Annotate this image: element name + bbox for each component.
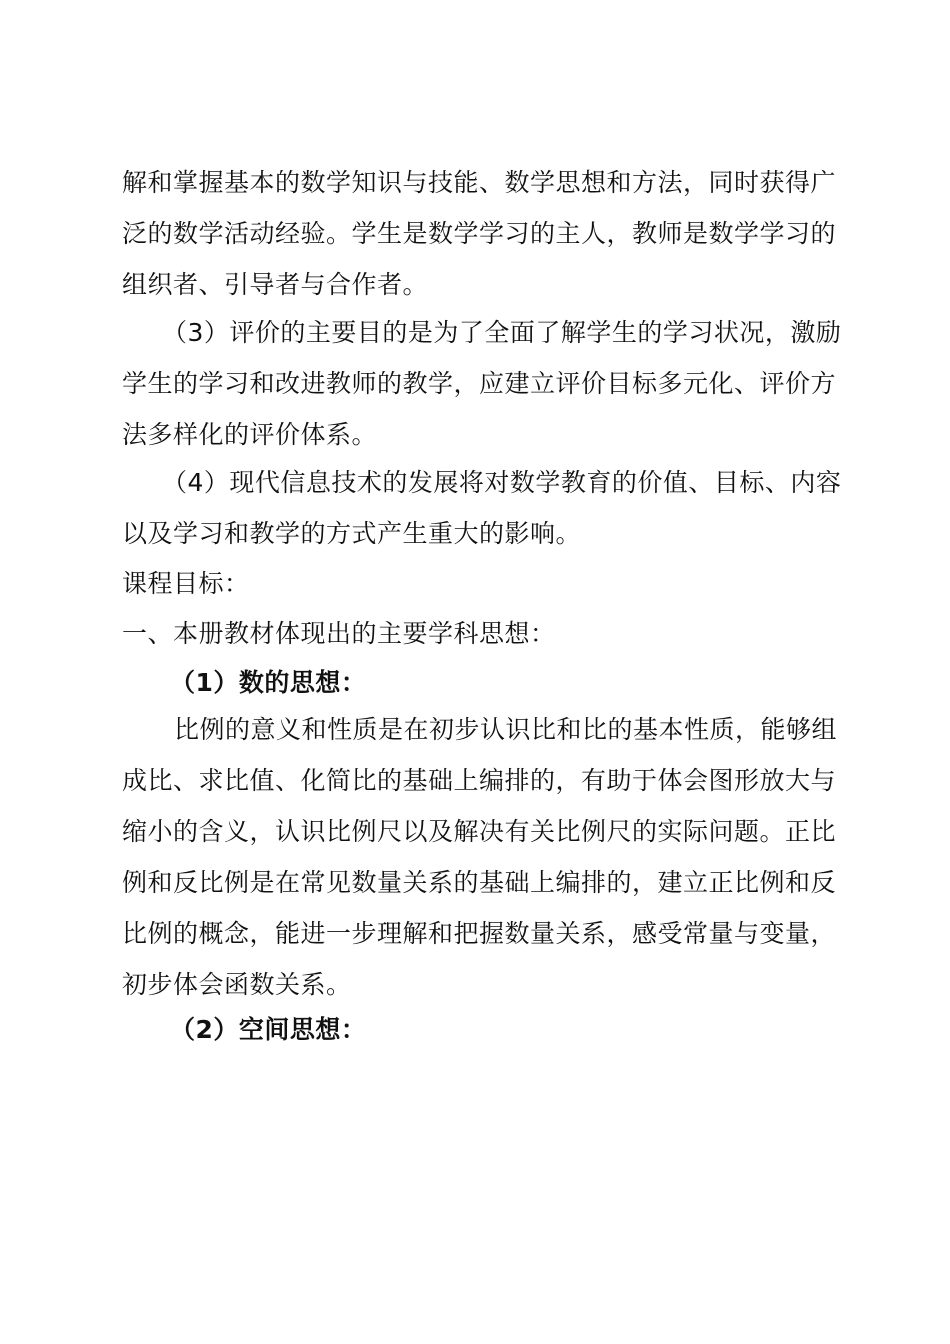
text-line: 课程目标： xyxy=(122,569,250,598)
text-line: 初步体会函数关系。 xyxy=(122,970,352,999)
point-3-paragraph xyxy=(122,307,840,460)
text-line: 缩小的含义，认识比例尺以及解决有关比例尺的实际问题。正比 xyxy=(122,817,837,846)
point-4-paragraph xyxy=(122,457,840,559)
text-line: 解和掌握基本的数学知识与技能、数学思想和方法，同时获得广 xyxy=(122,168,837,197)
text-line: 比例的概念，能进一步理解和把握数量关系，感受常量与变量， xyxy=(122,919,837,948)
text-line: 以及学习和教学的方式产生重大的影响。 xyxy=(122,519,582,548)
text-line: 一、本册教材体现出的主要学科思想： xyxy=(122,619,556,648)
subsection-1-paragraph xyxy=(122,704,840,1010)
text-line: （3）评价的主要目的是为了全面了解学生的学习状况，激励 xyxy=(162,318,842,347)
intro-paragraph xyxy=(122,157,840,310)
text-line: （2）空间思想： xyxy=(170,1015,367,1044)
text-line: 学生的学习和改进教师的教学，应建立评价目标多元化、评价方 xyxy=(122,369,837,398)
text-line: 成比、求比值、化简比的基础上编排的，有助于体会图形放大与 xyxy=(122,766,837,795)
text-line: 法多样化的评价体系。 xyxy=(122,420,378,449)
section-1-title xyxy=(122,608,840,659)
course-goals-label xyxy=(122,558,840,609)
subsection-2-title xyxy=(122,1004,840,1055)
text-line: 泛的数学活动经验。学生是数学学习的主人，教师是数学学习的 xyxy=(122,219,837,248)
text-line: （4）现代信息技术的发展将对数学教育的价值、目标、内容 xyxy=(162,468,842,497)
subsection-1-title xyxy=(122,657,840,708)
text-line: 比例的意义和性质是在初步认识比和比的基本性质，能够组 xyxy=(174,715,838,744)
text-line: （1）数的思想： xyxy=(170,668,367,697)
text-line: 例和反比例是在常见数量关系的基础上编排的，建立正比例和反 xyxy=(122,868,837,897)
text-line: 组织者、引导者与合作者。 xyxy=(122,270,429,299)
